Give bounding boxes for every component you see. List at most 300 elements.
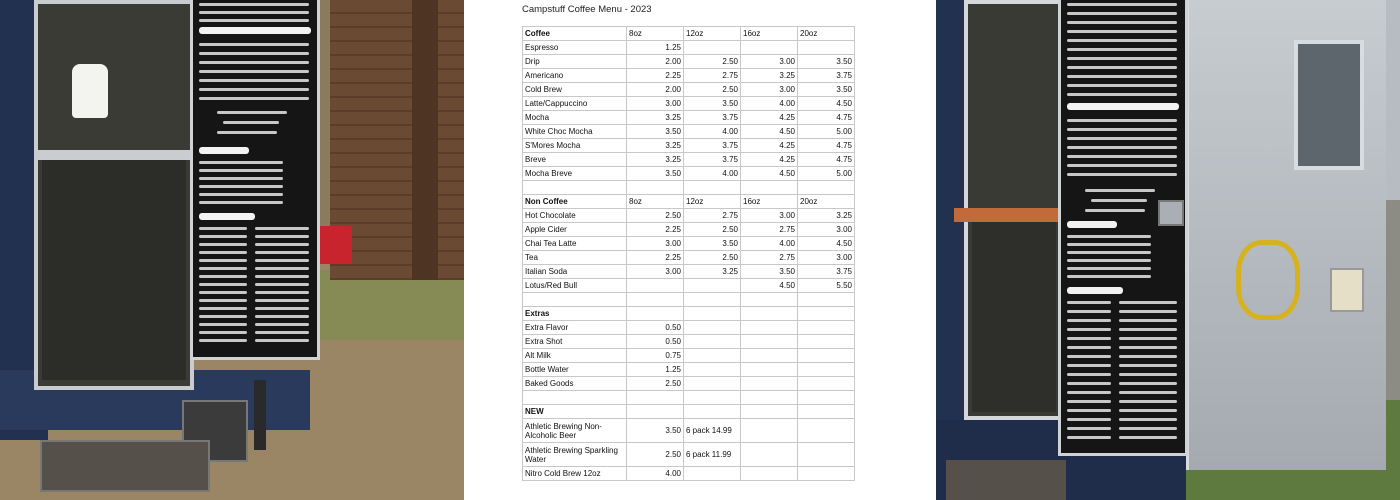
- chalk-text-line: [255, 331, 309, 334]
- table-row: [523, 363, 855, 377]
- chalk-text-line: [199, 11, 309, 14]
- chalk-text-line: [255, 283, 309, 286]
- table-cell: [684, 335, 741, 349]
- chalk-text-line: [1067, 128, 1177, 131]
- chalk-text-line: [1067, 119, 1177, 122]
- chalk-heading-noncoffee: [199, 27, 311, 34]
- chalk-text-line: [1067, 251, 1151, 254]
- size-header: 12oz: [684, 27, 741, 41]
- item-price: 2.50: [627, 443, 684, 467]
- chalk-text-line: [1119, 382, 1177, 385]
- item-price: 3.25: [627, 139, 684, 153]
- chalk-text-line: [1119, 436, 1177, 439]
- table-cell: [627, 181, 684, 195]
- table-row: [523, 97, 855, 111]
- table-cell: [627, 293, 684, 307]
- item-price: 3.00: [627, 265, 684, 279]
- trailer-step-right: [946, 460, 1066, 500]
- table-cell: [741, 377, 798, 391]
- item-price: 4.75: [798, 153, 855, 167]
- chalk-text-line: [1119, 319, 1177, 322]
- item-name: Chai Tea Latte: [523, 237, 627, 251]
- chalk-text-line: [1067, 418, 1111, 421]
- table-cell: [684, 307, 741, 321]
- item-price: 2.50: [684, 83, 741, 97]
- chalk-text-line: [1067, 275, 1151, 278]
- table-row: [523, 153, 855, 167]
- window-ledge: [38, 150, 190, 160]
- table-cell: [741, 307, 798, 321]
- table-cell: [798, 293, 855, 307]
- chalk-text-line: [199, 291, 247, 294]
- item-price: [741, 41, 798, 55]
- chalk-text-line: [199, 243, 247, 246]
- table-row: [523, 167, 855, 181]
- table-cell: [684, 293, 741, 307]
- item-price: 3.00: [741, 55, 798, 69]
- item-note: 6 pack 14.99: [684, 419, 741, 443]
- item-price: 2.25: [627, 251, 684, 265]
- size-header: 20oz: [798, 27, 855, 41]
- table-row: [523, 443, 855, 467]
- size-header: 8oz: [627, 195, 684, 209]
- chalk-text-line: [255, 323, 309, 326]
- item-price: 0.50: [627, 335, 684, 349]
- item-price: 4.50: [741, 125, 798, 139]
- chalk-text-line: [1067, 146, 1177, 149]
- chalk-text-line: [1067, 155, 1177, 158]
- item-price: 3.75: [798, 69, 855, 83]
- chalk-text-line: [1067, 301, 1111, 304]
- item-price: [684, 279, 741, 293]
- chalk-text-line: [1067, 137, 1177, 140]
- serving-ledge: [954, 208, 1070, 222]
- item-name: Athletic Brewing Non-Alcoholic Beer: [523, 419, 627, 443]
- item-name: Espresso: [523, 41, 627, 55]
- table-row: [523, 69, 855, 83]
- table-cell: [798, 307, 855, 321]
- chalk-text-line: [1067, 328, 1111, 331]
- item-price: 4.50: [798, 97, 855, 111]
- table-cell: [684, 321, 741, 335]
- size-header: 20oz: [798, 195, 855, 209]
- table-row: [523, 55, 855, 69]
- item-price: [684, 41, 741, 55]
- section-header: Coffee: [523, 27, 627, 41]
- item-name: Mocha: [523, 111, 627, 125]
- size-header: 16oz: [741, 195, 798, 209]
- item-price: 2.25: [627, 223, 684, 237]
- chalk-heading-noncoffee-right: [1067, 103, 1179, 110]
- chalk-text-line: [199, 61, 309, 64]
- item-note: 6 pack 11.99: [684, 443, 741, 467]
- item-price: 4.25: [741, 139, 798, 153]
- table-cell: [627, 307, 684, 321]
- item-price: [627, 279, 684, 293]
- item-price: 2.00: [627, 55, 684, 69]
- item-price: 0.50: [627, 321, 684, 335]
- table-cell: [684, 181, 741, 195]
- chalk-text-line: [1067, 235, 1151, 238]
- table-row: [523, 83, 855, 97]
- table-cell: [523, 391, 627, 405]
- chalk-text-line: [199, 235, 247, 238]
- chalk-text-line: [223, 121, 279, 124]
- item-price: 4.00: [684, 125, 741, 139]
- item-price: 2.50: [684, 223, 741, 237]
- table-row: [523, 265, 855, 279]
- item-name: Baked Goods: [523, 377, 627, 391]
- item-price: 3.00: [627, 97, 684, 111]
- trailer-side-window: [1294, 40, 1364, 170]
- item-name: Latte/Cappuccino: [523, 97, 627, 111]
- chalk-text-line: [1119, 346, 1177, 349]
- chalk-text-line: [1067, 267, 1151, 270]
- chalk-text-line: [199, 3, 309, 6]
- item-name: Cold Brew: [523, 83, 627, 97]
- chalk-text-line: [1085, 189, 1155, 192]
- item-name: Apple Cider: [523, 223, 627, 237]
- chalk-text-line: [199, 283, 247, 286]
- chalk-text-line: [1067, 173, 1177, 176]
- chalk-text-line: [1067, 21, 1177, 24]
- table-cell: [741, 293, 798, 307]
- chalk-text-line: [255, 227, 309, 230]
- item-name: Breve: [523, 153, 627, 167]
- table-cell: [523, 293, 627, 307]
- chalk-text-line: [1067, 355, 1111, 358]
- item-name: Athletic Brewing Sparkling Water: [523, 443, 627, 467]
- chalk-text-line: [255, 235, 309, 238]
- item-name: Hot Chocolate: [523, 209, 627, 223]
- table-row: [523, 467, 855, 481]
- table-cell: [798, 181, 855, 195]
- chalk-text-line: [217, 131, 277, 134]
- item-name: Extra Shot: [523, 335, 627, 349]
- chalk-text-line: [255, 259, 309, 262]
- item-price: 2.50: [627, 209, 684, 223]
- chalk-text-line: [1067, 364, 1111, 367]
- table-cell: [627, 391, 684, 405]
- chalk-text-line: [199, 185, 283, 188]
- item-price: 1.25: [627, 41, 684, 55]
- item-price: 3.00: [798, 223, 855, 237]
- chalk-text-line: [1119, 310, 1177, 313]
- chalkboard-menu-left: [190, 0, 320, 360]
- chalk-text-line: [1119, 328, 1177, 331]
- chalk-text-line: [199, 331, 247, 334]
- item-name: Extra Flavor: [523, 321, 627, 335]
- chalk-text-line: [1119, 427, 1177, 430]
- item-price: 3.25: [798, 209, 855, 223]
- item-price: 4.50: [798, 237, 855, 251]
- chalk-text-line: [255, 315, 309, 318]
- table-cell: [741, 419, 798, 443]
- power-box: [1330, 268, 1364, 312]
- chalk-text-line: [1067, 243, 1151, 246]
- chalk-text-line: [1067, 346, 1111, 349]
- table-row: [523, 223, 855, 237]
- item-name: Tea: [523, 251, 627, 265]
- chalk-text-line: [1067, 436, 1111, 439]
- chalk-text-line: [1067, 48, 1177, 51]
- chalk-text-line: [199, 88, 309, 91]
- table-cell: [684, 391, 741, 405]
- chalk-text-line: [199, 70, 309, 73]
- section-header-row: [523, 405, 855, 419]
- chalk-text-line: [1067, 84, 1177, 87]
- chalk-text-line: [1119, 355, 1177, 358]
- chalk-text-line: [1067, 39, 1177, 42]
- item-price: 3.25: [627, 153, 684, 167]
- table-cell: [523, 181, 627, 195]
- item-price: 3.50: [798, 83, 855, 97]
- table-cell: [798, 363, 855, 377]
- item-price: 3.25: [627, 111, 684, 125]
- table-row: [523, 335, 855, 349]
- chalk-text-line: [199, 339, 247, 342]
- table-cell: [741, 335, 798, 349]
- item-price: 4.00: [741, 97, 798, 111]
- chalk-text-line: [199, 275, 247, 278]
- chalk-text-line: [1067, 66, 1177, 69]
- menu-document: [464, 0, 936, 500]
- section-header: NEW: [523, 405, 627, 419]
- chalk-text-line: [1067, 391, 1111, 394]
- item-price: 2.75: [684, 69, 741, 83]
- table-row: [523, 419, 855, 443]
- item-price: 2.00: [627, 83, 684, 97]
- section-header: Non Coffee: [523, 195, 627, 209]
- table-cell: [798, 405, 855, 419]
- chalk-text-line: [255, 291, 309, 294]
- table-cell: [798, 443, 855, 467]
- table-cell: [798, 321, 855, 335]
- table-cell: [741, 321, 798, 335]
- chalk-text-line: [1067, 319, 1111, 322]
- table-cell: [684, 405, 741, 419]
- item-name: White Choc Mocha: [523, 125, 627, 139]
- item-price: 3.00: [741, 209, 798, 223]
- table-cell: [741, 405, 798, 419]
- chalk-text-line: [1067, 310, 1111, 313]
- item-price: 3.25: [741, 69, 798, 83]
- table-cell: [798, 335, 855, 349]
- section-header-row: [523, 27, 855, 41]
- item-price: 3.50: [684, 237, 741, 251]
- table-row: [523, 321, 855, 335]
- chalk-text-line: [1067, 164, 1177, 167]
- chalk-text-line: [1067, 93, 1177, 96]
- table-row: [523, 139, 855, 153]
- chalk-text-line: [255, 267, 309, 270]
- item-price: 3.50: [627, 125, 684, 139]
- item-price: 3.50: [798, 55, 855, 69]
- chalk-text-line: [1067, 400, 1111, 403]
- chalk-text-line: [1119, 418, 1177, 421]
- blank-row: [523, 293, 855, 307]
- chalk-text-line: [1119, 400, 1177, 403]
- chalk-text-line: [1119, 391, 1177, 394]
- chalk-text-line: [255, 339, 309, 342]
- chalk-text-line: [1119, 337, 1177, 340]
- chalk-text-line: [199, 267, 247, 270]
- item-price: 3.50: [741, 265, 798, 279]
- trailer-jack: [254, 380, 266, 450]
- table-cell: [741, 467, 798, 481]
- wooden-post: [412, 0, 438, 280]
- item-price: 3.50: [627, 167, 684, 181]
- item-price: 2.50: [684, 251, 741, 265]
- chalk-text-line: [255, 275, 309, 278]
- item-name: Italian Soda: [523, 265, 627, 279]
- size-header: 8oz: [627, 27, 684, 41]
- section-header: Extras: [523, 307, 627, 321]
- chalk-text-line: [1067, 373, 1111, 376]
- item-price: 3.25: [684, 265, 741, 279]
- table-row: [523, 209, 855, 223]
- item-price: 4.50: [741, 279, 798, 293]
- document-title: Campstuff Coffee Menu - 2023: [522, 4, 652, 15]
- item-price: 3.50: [627, 419, 684, 443]
- section-header-row: [523, 307, 855, 321]
- chalk-text-line: [1067, 57, 1177, 60]
- table-cell: [741, 349, 798, 363]
- chalk-text-line: [1091, 199, 1147, 202]
- item-price: 2.25: [627, 69, 684, 83]
- item-price: 2.75: [684, 209, 741, 223]
- item-price: 3.50: [684, 97, 741, 111]
- chalk-text-line: [199, 323, 247, 326]
- item-price: 3.00: [741, 83, 798, 97]
- left-photo: [0, 0, 464, 500]
- item-name: Alt Milk: [523, 349, 627, 363]
- item-price: 4.75: [798, 139, 855, 153]
- item-price: 4.50: [741, 167, 798, 181]
- item-name: Lotus/Red Bull: [523, 279, 627, 293]
- table-row: [523, 279, 855, 293]
- item-price: 4.00: [741, 237, 798, 251]
- chalk-text-line: [1067, 427, 1111, 430]
- table-cell: [798, 391, 855, 405]
- item-name: Drip: [523, 55, 627, 69]
- item-price: 0.75: [627, 349, 684, 363]
- table-cell: [684, 349, 741, 363]
- chalk-text-line: [199, 161, 283, 164]
- chalkboard-menu-right: [1058, 0, 1188, 456]
- section-header-row: [523, 195, 855, 209]
- table-row: [523, 41, 855, 55]
- item-name: Bottle Water: [523, 363, 627, 377]
- chalk-text-line: [199, 97, 309, 100]
- table-row: [523, 237, 855, 251]
- yellow-cord: [1236, 240, 1300, 320]
- table-cell: [798, 419, 855, 443]
- table-cell: [627, 405, 684, 419]
- chalk-text-line: [199, 79, 309, 82]
- chalk-text-line: [199, 315, 247, 318]
- chalk-text-line: [1067, 337, 1111, 340]
- chalk-text-line: [1067, 12, 1177, 15]
- item-price: 4.25: [741, 111, 798, 125]
- table-row: [523, 377, 855, 391]
- blank-row: [523, 391, 855, 405]
- red-wagon: [318, 226, 352, 264]
- chalk-text-line: [255, 307, 309, 310]
- grass-patch: [320, 270, 464, 340]
- item-price: 4.00: [684, 167, 741, 181]
- chalk-text-line: [199, 177, 283, 180]
- chalk-text-line: [199, 227, 247, 230]
- item-price: 4.25: [741, 153, 798, 167]
- table-cell: [684, 363, 741, 377]
- chalk-text-line: [199, 52, 309, 55]
- item-name: S'Mores Mocha: [523, 139, 627, 153]
- chalk-text-line: [1119, 373, 1177, 376]
- item-name: Mocha Breve: [523, 167, 627, 181]
- item-price: 2.75: [741, 223, 798, 237]
- chalk-text-line: [199, 259, 247, 262]
- size-header: 16oz: [741, 27, 798, 41]
- chalk-text-line: [1067, 409, 1111, 412]
- item-price: 3.75: [684, 153, 741, 167]
- table-row: [523, 125, 855, 139]
- chalk-text-line: [255, 299, 309, 302]
- item-price: 2.50: [627, 377, 684, 391]
- item-price: 4.00: [627, 467, 684, 481]
- item-price: 5.00: [798, 125, 855, 139]
- item-price: 5.00: [798, 167, 855, 181]
- item-price: 3.00: [627, 237, 684, 251]
- item-price: 4.75: [798, 111, 855, 125]
- chalk-text-line: [1067, 3, 1177, 6]
- right-photo: [936, 0, 1400, 500]
- item-price: 2.75: [741, 251, 798, 265]
- table-cell: [741, 443, 798, 467]
- chalk-text-line: [1067, 382, 1111, 385]
- item-price: 3.75: [684, 111, 741, 125]
- trailer-step: [40, 440, 210, 492]
- table-row: [523, 349, 855, 363]
- chalk-heading-flavors-right: [1067, 287, 1123, 294]
- door-interior: [972, 222, 1056, 412]
- chalk-heading-extras: [199, 147, 249, 154]
- size-header: 12oz: [684, 195, 741, 209]
- blank-row: [523, 181, 855, 195]
- chalk-text-line: [255, 243, 309, 246]
- chalk-text-line: [199, 43, 309, 46]
- item-name: Nitro Cold Brew 12oz: [523, 467, 627, 481]
- chalk-heading-extras-right: [1067, 221, 1117, 228]
- chalk-text-line: [199, 307, 247, 310]
- table-row: [523, 111, 855, 125]
- window-interior: [42, 160, 186, 380]
- table-cell: [741, 181, 798, 195]
- chalk-text-line: [1067, 259, 1151, 262]
- chalk-text-line: [199, 251, 247, 254]
- item-price: 3.75: [684, 139, 741, 153]
- table-cell: [684, 377, 741, 391]
- milk-jug: [72, 64, 108, 118]
- chalk-heading-flavors: [199, 213, 255, 220]
- chalk-text-line: [199, 169, 283, 172]
- item-price: 5.50: [798, 279, 855, 293]
- table-cell: [798, 349, 855, 363]
- chalk-text-line: [1085, 209, 1145, 212]
- table-cell: [798, 377, 855, 391]
- chalk-text-line: [1119, 364, 1177, 367]
- table-cell: [798, 467, 855, 481]
